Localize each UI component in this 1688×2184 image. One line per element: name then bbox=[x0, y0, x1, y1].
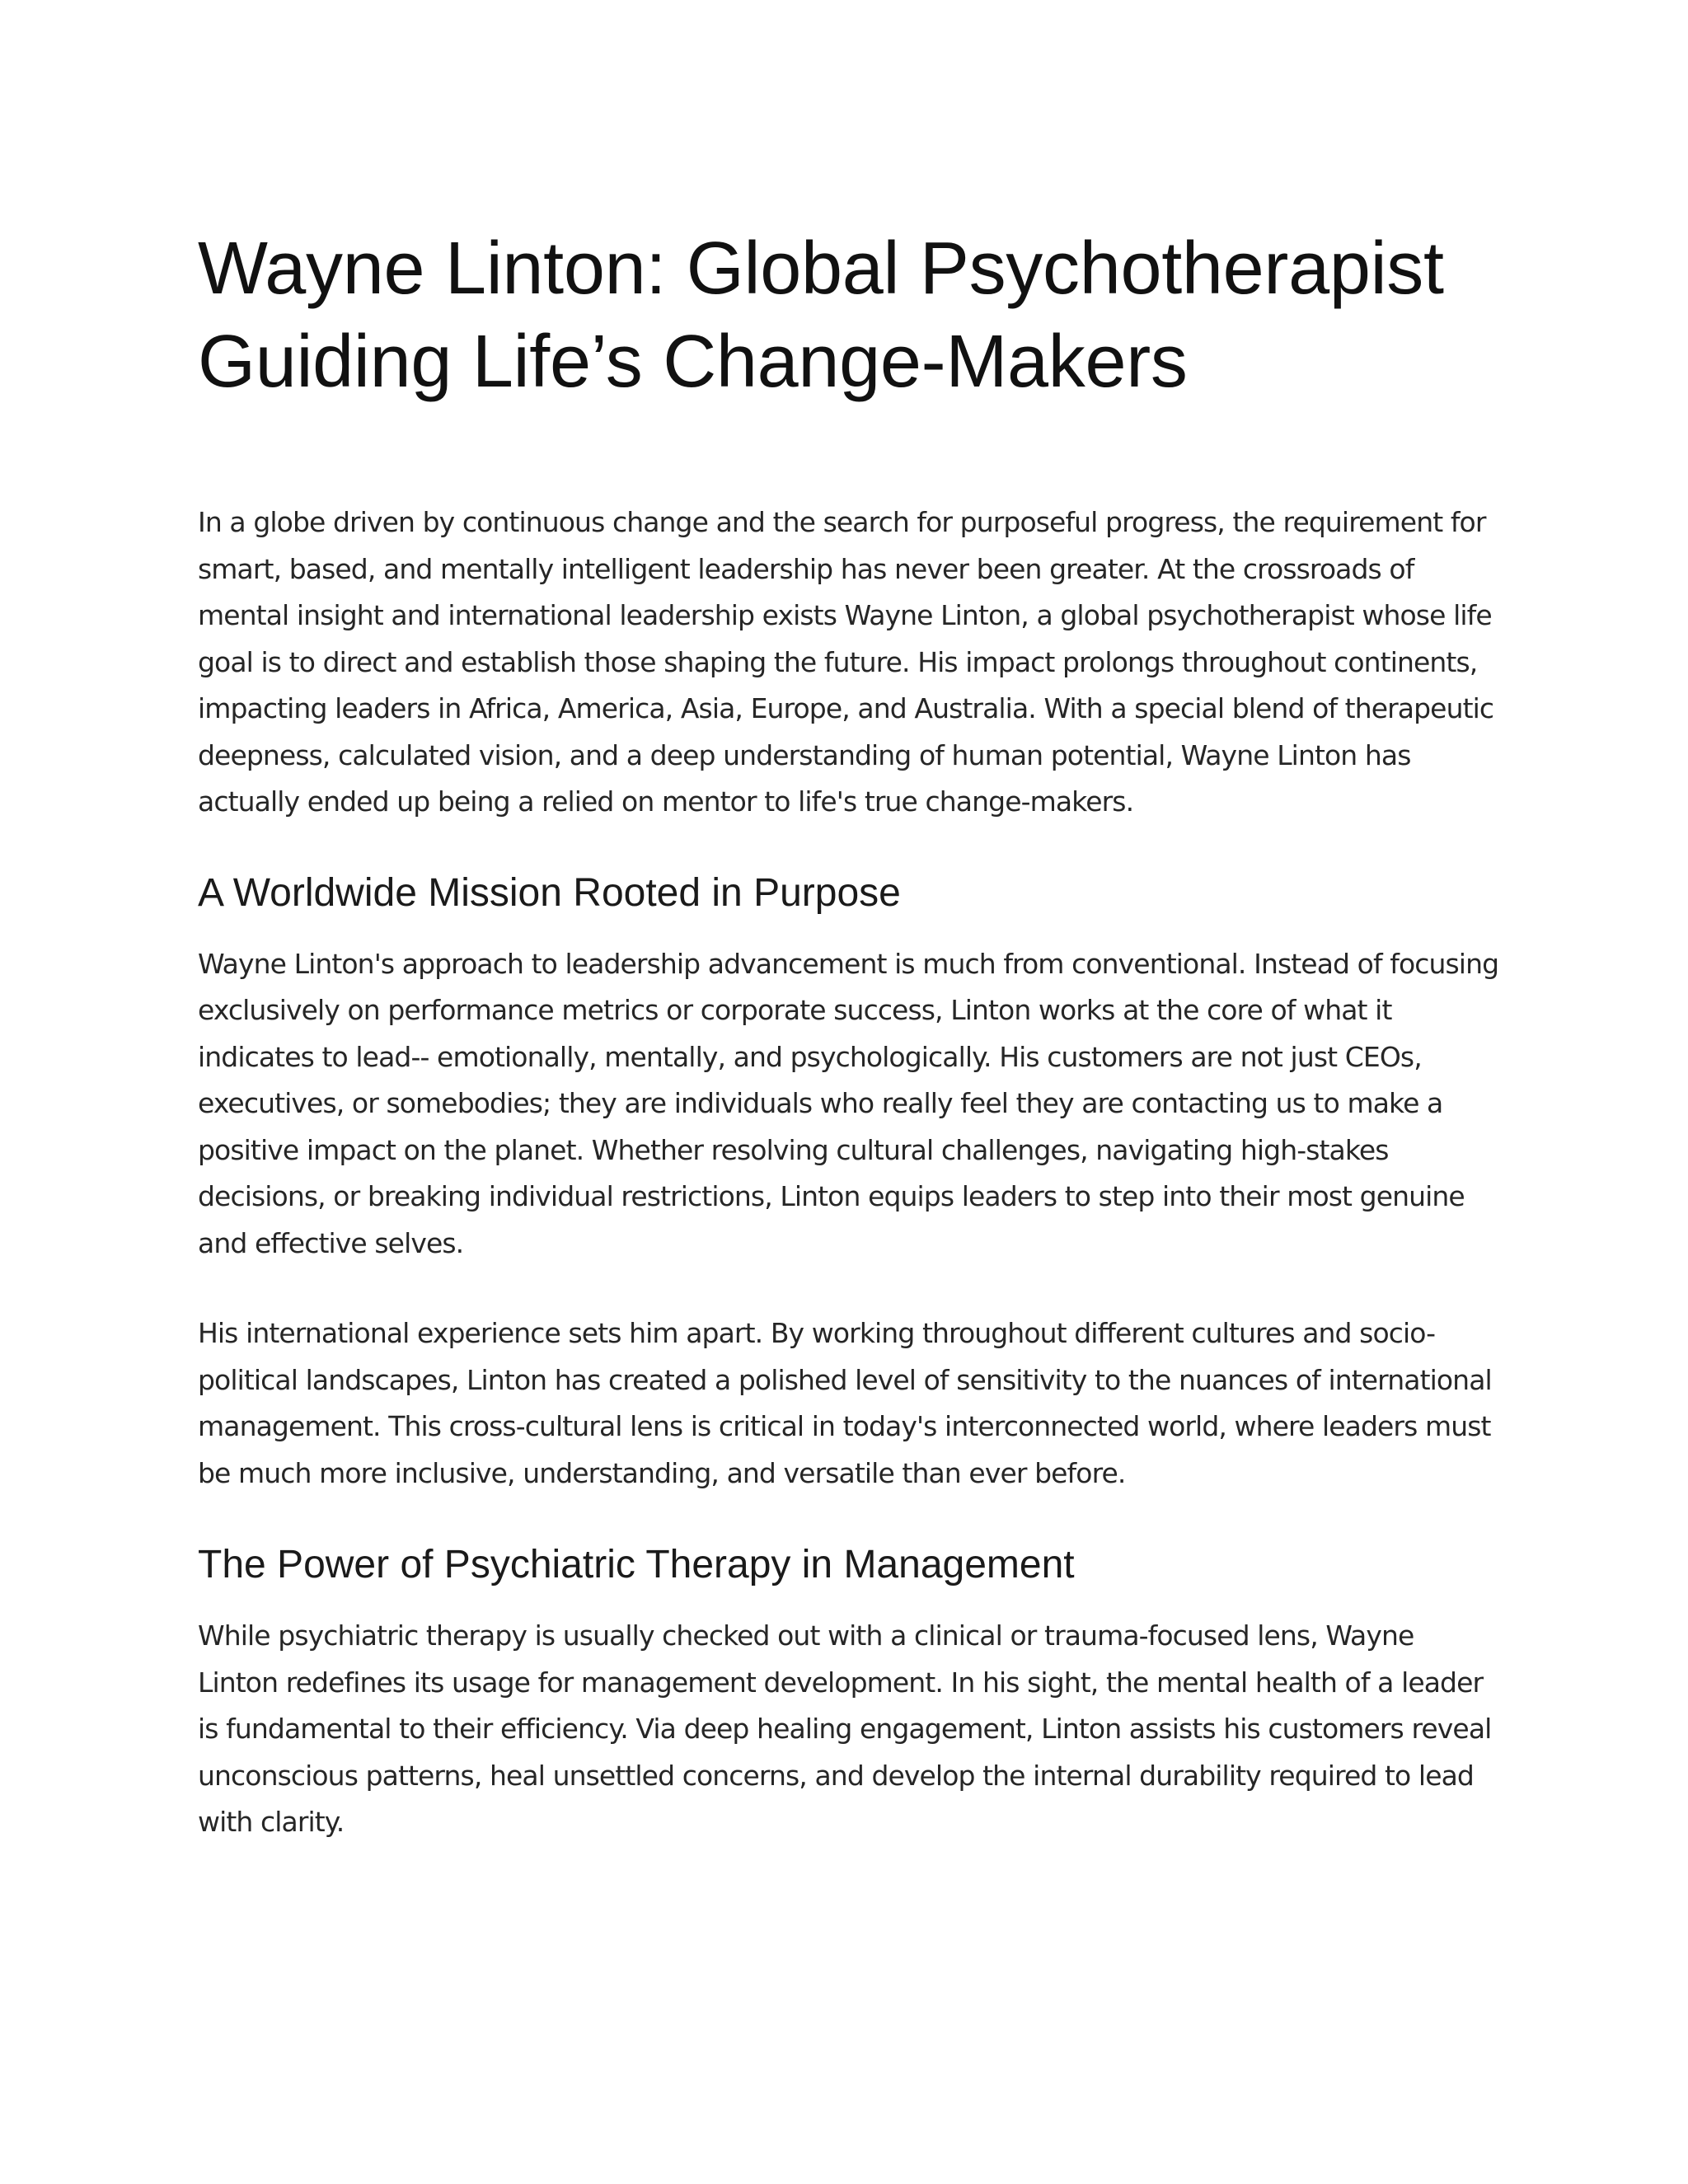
document-page bbox=[198, 223, 1517, 1846]
power-paragraph-1: While psychiatric therapy is usually checked out with a clinical or trauma-focused lens, Wayne Linton redefines its usage for management development. In his sight, the mental health of a leader is fundamental to their efficiency. Via deep healing engagement, Linton assists his customers reveal unconscious patterns, heal unsettled concerns, and develop the internal durability required to lead with clarity. bbox=[198, 1619, 1492, 1838]
intro-paragraph: In a globe driven by continuous change and the search for purposeful progress, the requirement for smart, based, and mentally intelligent leadership has never been greater. At the crossroads of mental insight and international leadership exists Wayne Linton, a global psychotherapist whose life goal is to direct and establish those shaping the future. His impact prolongs throughout continents, impacting leaders in Africa, America, Asia, Europe, and Australia. With a special blend of therapeutic deepness, calculated vision, and a deep understanding of human potential, Wayne Linton has actually ended up being a relied on mentor to life's true change-makers. bbox=[198, 506, 1494, 818]
section-heading-mission: A Worldwide Mission Rooted in Purpose bbox=[198, 870, 901, 915]
mission-paragraph-1: Wayne Linton's approach to leadership advancement is much from conventional. Instead of focusing exclusively on performance metrics or corporate success, Linton works at the core of what it indicates to lead-- emotionally, mentally, and psychologically. His customers are not just CEOs, executives, or somebodies; they are individuals who really feel they are contacting us to make a positive impact on the planet. Whether resolving cultural challenges, navigating high-stakes decisions, or breaking individual restrictions, Linton equips leaders to step into their most genuine and effective selves. bbox=[198, 947, 1499, 1259]
mission-paragraph-2: His international experience sets him apart. By working throughout different cultures and socio-political landscapes, Linton has created a polished level of sensitivity to the nuances of international management. This cross-cultural lens is critical in today's interconnected world, where leaders must be much more inclusive, understanding, and versatile than ever before. bbox=[198, 1317, 1492, 1489]
document-title: Wayne Linton: Global Psychotherapist Guiding Life’s Change-Makers bbox=[198, 227, 1444, 403]
section-heading-power: The Power of Psychiatric Therapy in Management bbox=[198, 1543, 1075, 1586]
